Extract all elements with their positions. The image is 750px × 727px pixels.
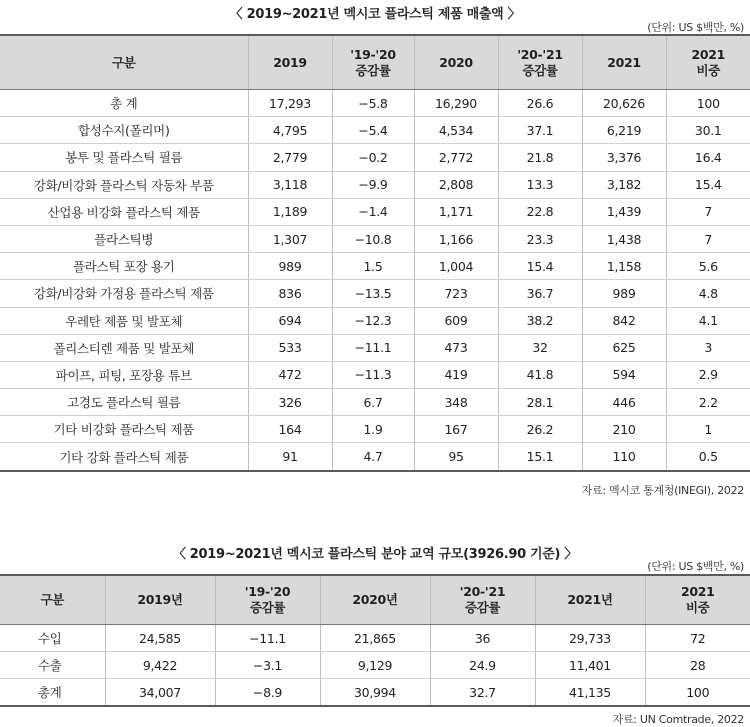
column-header [414, 35, 498, 90]
table-cell: 30.1 [666, 117, 750, 144]
table-cell: 16,290 [414, 90, 498, 117]
table-cell: 6.7 [332, 389, 414, 416]
table-cell: 1,438 [582, 225, 666, 252]
table-cell: 24.9 [430, 652, 535, 679]
table-row [0, 443, 750, 471]
table-cell: 24,585 [105, 625, 215, 652]
table-row [0, 198, 750, 225]
table-cell: 2,808 [414, 171, 498, 198]
table-cell: −0.2 [332, 144, 414, 171]
column-header-sublabel: 증감률 [333, 63, 414, 79]
table1-title: 〈 2019~2021년 멕시코 플라스틱 제품 매출액 〉 [0, 3, 750, 22]
column-header [535, 575, 645, 625]
table-row [0, 625, 750, 652]
column-header-label: 2021 [646, 584, 750, 600]
table-cell: −11.1 [332, 334, 414, 361]
table-cell: 28.1 [498, 389, 582, 416]
table-cell: −12.3 [332, 307, 414, 334]
table-cell: −13.5 [332, 280, 414, 307]
column-header-label: '19-'20 [333, 47, 414, 63]
table-cell: 1,439 [582, 198, 666, 225]
table-row [0, 144, 750, 171]
table-cell: 836 [248, 280, 332, 307]
table-cell: 4,534 [414, 117, 498, 144]
table-row [0, 361, 750, 388]
table-cell: −8.9 [215, 679, 320, 707]
table-cell: 4.8 [666, 280, 750, 307]
table-header-row [0, 35, 750, 90]
table-row [0, 679, 750, 707]
table-row [0, 225, 750, 252]
table-cell: −10.8 [332, 225, 414, 252]
table-cell: 36.7 [498, 280, 582, 307]
column-header [248, 35, 332, 90]
table-cell: 41.8 [498, 361, 582, 388]
table-cell: 9,129 [320, 652, 430, 679]
table-row [0, 307, 750, 334]
row-label: 수입 [0, 625, 105, 652]
table-cell: 989 [582, 280, 666, 307]
column-header-label: 2019 [249, 55, 332, 71]
column-header-sublabel: 비중 [646, 600, 750, 616]
table-cell: 210 [582, 416, 666, 443]
trade-table [0, 574, 750, 707]
table-cell: 72 [645, 625, 750, 652]
table-cell: 326 [248, 389, 332, 416]
table-cell: 446 [582, 389, 666, 416]
table-cell: 37.1 [498, 117, 582, 144]
row-label: 플라스틱병 [0, 225, 248, 252]
table-cell: 91 [248, 443, 332, 471]
column-header [666, 35, 750, 90]
column-header [105, 575, 215, 625]
table-cell: 100 [666, 90, 750, 117]
column-header [498, 35, 582, 90]
table-cell: 989 [248, 253, 332, 280]
table-cell: 1,171 [414, 198, 498, 225]
table-cell: 2.2 [666, 389, 750, 416]
table-cell: 21.8 [498, 144, 582, 171]
row-label: 수출 [0, 652, 105, 679]
table-row [0, 334, 750, 361]
table-cell: 13.3 [498, 171, 582, 198]
table-cell: 164 [248, 416, 332, 443]
column-header-label: '20-'21 [431, 584, 535, 600]
column-header-sublabel: 비중 [667, 63, 750, 79]
table-cell: 473 [414, 334, 498, 361]
table-row [0, 652, 750, 679]
column-header-label: 2020년 [321, 592, 430, 608]
table-cell: 1.9 [332, 416, 414, 443]
column-header-label: '20-'21 [499, 47, 582, 63]
table-cell: 6,219 [582, 117, 666, 144]
column-header-label: 2021 [583, 55, 666, 71]
row-label: 기타 강화 플라스틱 제품 [0, 443, 248, 471]
table-cell: 3,376 [582, 144, 666, 171]
table-row [0, 171, 750, 198]
table-cell: 34,007 [105, 679, 215, 707]
table-cell: 472 [248, 361, 332, 388]
row-label: 폴리스티렌 제품 및 발포체 [0, 334, 248, 361]
table-cell: 15.4 [666, 171, 750, 198]
table-cell: 11,401 [535, 652, 645, 679]
table-cell: −11.3 [332, 361, 414, 388]
column-header-label: 2021년 [536, 592, 645, 608]
row-label: 파이프, 피팅, 포장용 튜브 [0, 361, 248, 388]
row-label: 플라스틱 포장 용기 [0, 253, 248, 280]
table-cell: 28 [645, 652, 750, 679]
table-cell: 167 [414, 416, 498, 443]
row-label: 합성수지(폴리머) [0, 117, 248, 144]
table-cell: 4,795 [248, 117, 332, 144]
table-cell: 3,118 [248, 171, 332, 198]
column-header [645, 575, 750, 625]
row-label: 총계 [0, 679, 105, 707]
column-header-sublabel: 증감률 [431, 600, 535, 616]
table-row [0, 280, 750, 307]
column-header-label: 2021 [667, 47, 750, 63]
table-cell: −5.8 [332, 90, 414, 117]
table-cell: 4.1 [666, 307, 750, 334]
column-header [0, 575, 105, 625]
column-header-sublabel: 증감률 [499, 63, 582, 79]
column-header [582, 35, 666, 90]
table-cell: 15.4 [498, 253, 582, 280]
table-cell: 723 [414, 280, 498, 307]
table-row [0, 416, 750, 443]
table1-unit: (단위: US $백만, %) [647, 19, 744, 35]
table-cell: 3 [666, 334, 750, 361]
row-label: 강화/비강화 가정용 플라스틱 제품 [0, 280, 248, 307]
table-cell: 38.2 [498, 307, 582, 334]
table1-source: 자료: 멕시코 통계청(INEGI), 2022 [582, 482, 744, 498]
table-cell: 15.1 [498, 443, 582, 471]
column-header [320, 575, 430, 625]
table-header-row [0, 575, 750, 625]
table-cell: −5.4 [332, 117, 414, 144]
column-header-label: 구분 [0, 55, 248, 71]
table-cell: 1,004 [414, 253, 498, 280]
column-header [332, 35, 414, 90]
table-cell: 1 [666, 416, 750, 443]
table-cell: 7 [666, 198, 750, 225]
table-cell: 2,779 [248, 144, 332, 171]
column-header [0, 35, 248, 90]
table2-unit: (단위: US $백만, %) [647, 558, 744, 574]
table-cell: 7 [666, 225, 750, 252]
table-cell: 22.8 [498, 198, 582, 225]
table-cell: 1,166 [414, 225, 498, 252]
table-cell: 95 [414, 443, 498, 471]
table-row [0, 253, 750, 280]
column-header-label: 2019년 [106, 592, 215, 608]
column-header [215, 575, 320, 625]
table-cell: 533 [248, 334, 332, 361]
table-cell: 2,772 [414, 144, 498, 171]
row-label: 산업용 비강화 플라스틱 제품 [0, 198, 248, 225]
row-label: 총 계 [0, 90, 248, 117]
column-header [430, 575, 535, 625]
table-cell: 21,865 [320, 625, 430, 652]
table-cell: 1,189 [248, 198, 332, 225]
table2-source: 자료: UN Comtrade, 2022 [613, 711, 744, 727]
column-header-label: 2020 [415, 55, 498, 71]
table-row [0, 389, 750, 416]
table-cell: 23.3 [498, 225, 582, 252]
table-cell: −11.1 [215, 625, 320, 652]
table-row [0, 117, 750, 144]
table-cell: 625 [582, 334, 666, 361]
table-cell: 32 [498, 334, 582, 361]
table-cell: 26.6 [498, 90, 582, 117]
table-cell: 16.4 [666, 144, 750, 171]
row-label: 강화/비강화 플라스틱 자동차 부품 [0, 171, 248, 198]
table-cell: 1,307 [248, 225, 332, 252]
table-cell: −9.9 [332, 171, 414, 198]
sales-table [0, 34, 750, 472]
table-cell: 32.7 [430, 679, 535, 707]
table-cell: 110 [582, 443, 666, 471]
table-cell: 0.5 [666, 443, 750, 471]
table-cell: 30,994 [320, 679, 430, 707]
column-header-label: '19-'20 [216, 584, 320, 600]
table-cell: 1.5 [332, 253, 414, 280]
table-cell: 9,422 [105, 652, 215, 679]
table-cell: 842 [582, 307, 666, 334]
table-cell: −3.1 [215, 652, 320, 679]
table-cell: 5.6 [666, 253, 750, 280]
table-cell: 26.2 [498, 416, 582, 443]
table-cell: −1.4 [332, 198, 414, 225]
table-cell: 29,733 [535, 625, 645, 652]
table2-title: 〈 2019~2021년 멕시코 플라스틱 분야 교역 규모(3926.90 기준) 〉 [0, 543, 750, 562]
table-cell: 594 [582, 361, 666, 388]
table-row [0, 90, 750, 117]
table-cell: 1,158 [582, 253, 666, 280]
table-cell: 348 [414, 389, 498, 416]
table-cell: 694 [248, 307, 332, 334]
column-header-label: 구분 [0, 592, 105, 608]
table-cell: 419 [414, 361, 498, 388]
column-header-sublabel: 증감률 [216, 600, 320, 616]
table-cell: 3,182 [582, 171, 666, 198]
row-label: 우레탄 제품 및 발포체 [0, 307, 248, 334]
table-cell: 609 [414, 307, 498, 334]
row-label: 기타 비강화 플라스틱 제품 [0, 416, 248, 443]
table-cell: 2.9 [666, 361, 750, 388]
row-label: 고경도 플라스틱 필름 [0, 389, 248, 416]
row-label: 봉투 및 플라스틱 필름 [0, 144, 248, 171]
table-cell: 20,626 [582, 90, 666, 117]
table-cell: 100 [645, 679, 750, 707]
table-cell: 36 [430, 625, 535, 652]
table-cell: 41,135 [535, 679, 645, 707]
table-cell: 17,293 [248, 90, 332, 117]
table-cell: 4.7 [332, 443, 414, 471]
